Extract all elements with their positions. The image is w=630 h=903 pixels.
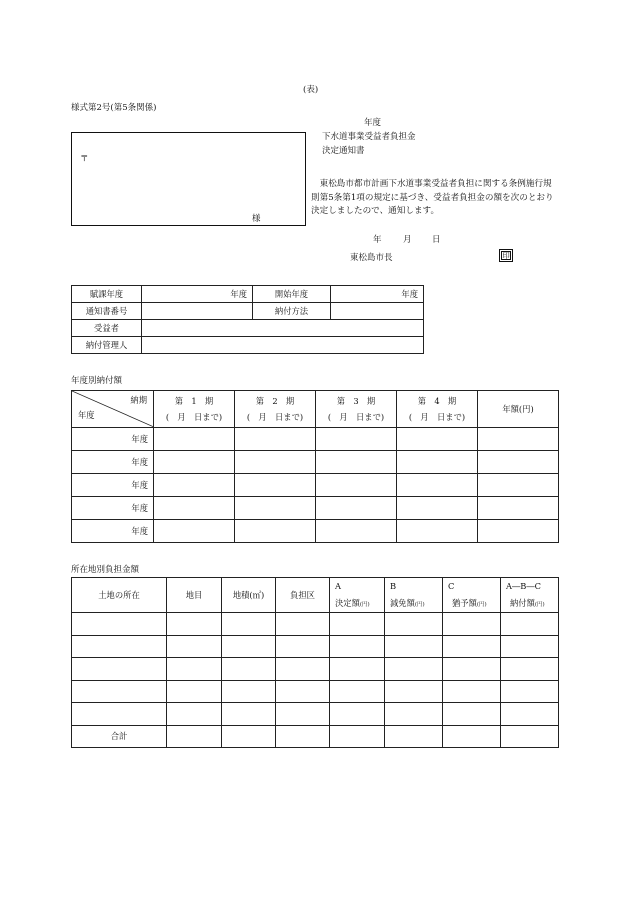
table-header-row (72, 391, 559, 428)
year-cell: 年度 (72, 520, 154, 543)
location-section-title: 所在地別負担金額 (71, 565, 140, 575)
table-row (72, 658, 559, 681)
side-label: (表) (303, 85, 319, 95)
info-value (142, 303, 253, 320)
table-row (72, 451, 559, 474)
period-header: 第 1 期 ( 月 日まで) (154, 391, 235, 428)
date-month: 月 (403, 235, 412, 245)
info-value (331, 303, 424, 320)
chimoku-header: 地目 (167, 578, 222, 613)
exempt-amount-header: B 減免額(円) (385, 578, 443, 613)
period-header: 第 4 期 ( 月 日まで) (397, 391, 478, 428)
period-header: 第 3 期 ( 月 日まで) (316, 391, 397, 428)
form-number: 様式第2号(第5条関係) (71, 103, 157, 113)
table-row (72, 286, 424, 303)
table-row (72, 303, 424, 320)
info-label: 受益者 (72, 320, 142, 337)
info-label: 開始年度 (253, 286, 331, 303)
payment-amount-header: A―B―C 納付額(円) (501, 578, 559, 613)
info-table (71, 285, 424, 354)
postal-mark: 〒 (80, 154, 89, 164)
year-cell: 年度 (72, 428, 154, 451)
table-row (72, 703, 559, 726)
info-label: 通知書番号 (72, 303, 142, 320)
notice-body: 東松島市都市計画下水道事業受益者負担に関する条例施行規則第5条第1項の規定に基づき、受益者負担金の額を次のとおり決定しましたので、通知します。 (311, 179, 554, 217)
total-label: 合計 (72, 725, 167, 748)
total-row (72, 725, 559, 748)
year-cell: 年度 (72, 474, 154, 497)
info-label: 賦課年度 (72, 286, 142, 303)
annual-table (71, 390, 559, 543)
location-table (71, 577, 559, 748)
annual-section-title: 年度別納付額 (71, 376, 123, 386)
table-row (72, 474, 559, 497)
annual-amount-header: 年額(円) (478, 391, 559, 428)
info-value: 年度 (142, 286, 253, 303)
decided-amount-header: A 決定額(円) (330, 578, 385, 613)
fiscal-year-label: 年度 (364, 118, 382, 128)
deferred-amount-header: C 猶予額(円) (443, 578, 501, 613)
table-row (72, 520, 559, 543)
document-subtitle: 決定通知書 (322, 146, 365, 156)
location-header: 土地の所在 (72, 578, 167, 613)
area-header: 地積(㎡) (222, 578, 276, 613)
date-year: 年 (373, 235, 382, 245)
table-row (72, 337, 424, 354)
seal-stamp: 印 (499, 249, 513, 262)
info-value: 年度 (331, 286, 424, 303)
year-cell: 年度 (72, 451, 154, 474)
date-day: 日 (432, 235, 441, 245)
table-row (72, 497, 559, 520)
issuer: 東松島市長 (350, 253, 393, 263)
zone-header: 負担区 (276, 578, 330, 613)
info-label: 納付方法 (253, 303, 331, 320)
info-value (142, 320, 424, 337)
table-header-row (72, 578, 559, 613)
table-row (72, 635, 559, 658)
address-box (71, 132, 306, 226)
table-row (72, 320, 424, 337)
document-title: 下水道事業受益者負担金 (322, 132, 416, 142)
corner-top-label: 納期 (130, 395, 147, 405)
table-row (72, 428, 559, 451)
year-cell: 年度 (72, 497, 154, 520)
info-value (142, 337, 424, 354)
corner-bottom-label: 年度 (78, 410, 95, 420)
honorific: 様 (252, 214, 261, 224)
info-label: 納付管理人 (72, 337, 142, 354)
table-row (72, 680, 559, 703)
table-row (72, 613, 559, 636)
corner-cell (72, 391, 154, 428)
period-header: 第 2 期 ( 月 日まで) (235, 391, 316, 428)
